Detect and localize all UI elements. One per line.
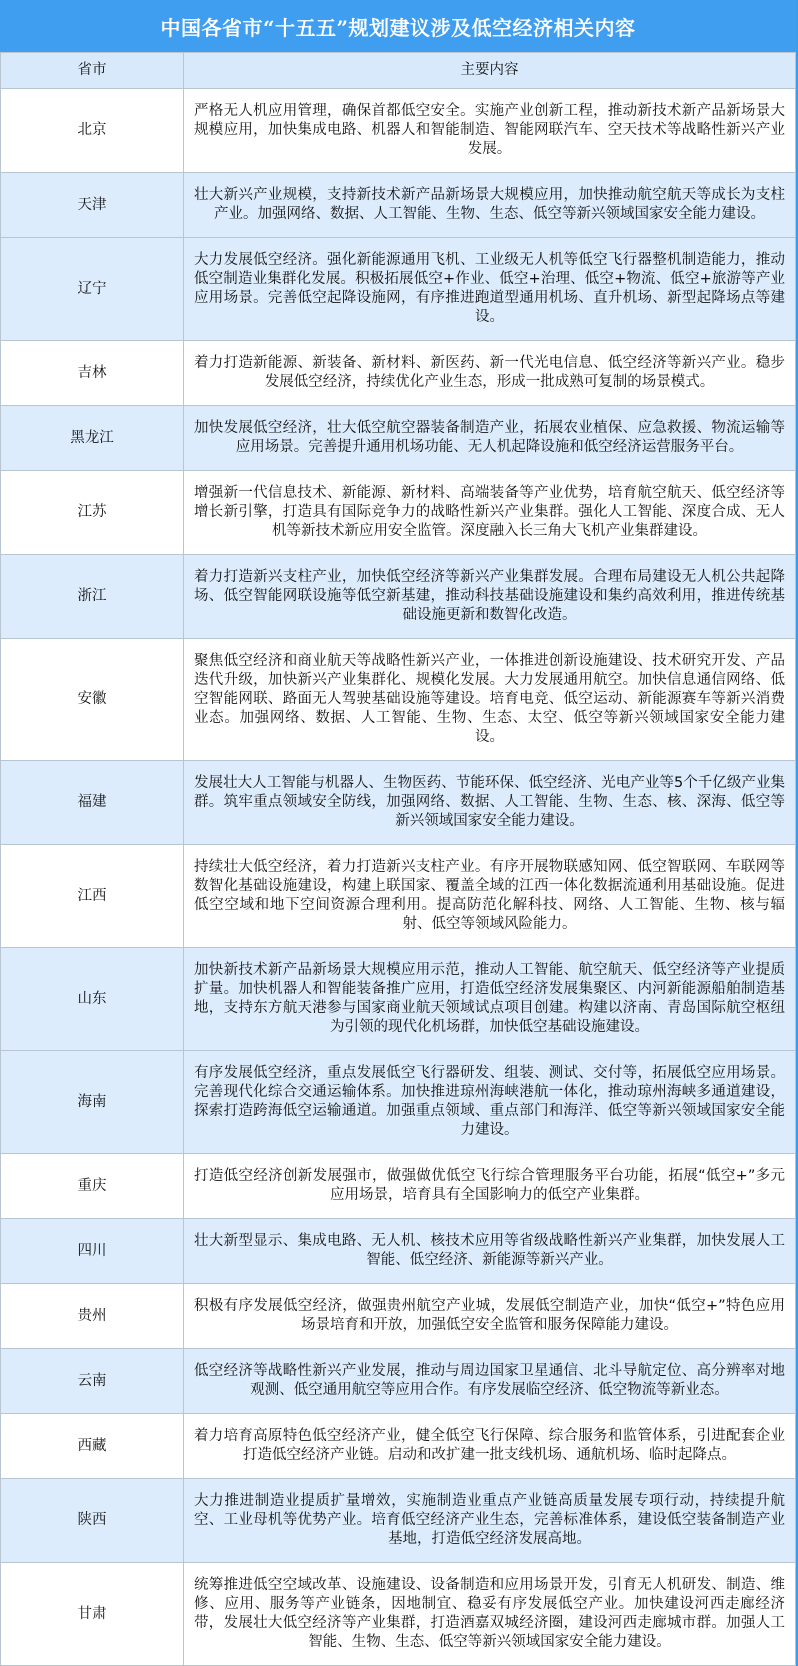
province-cell: 云南	[1, 1349, 184, 1414]
content-cell: 积极有序发展低空经济，做强贵州航空产业城，发展低空制造产业，加快“低空+”特色应用场景培育和开放，加强低空安全监管和服务保障能力建设。	[184, 1284, 796, 1349]
province-cell: 陕西	[1, 1479, 184, 1563]
content-cell: 大力推进制造业提质扩量增效，实施制造业重点产业链高质量发展专项行动，持续提升航空、工业母机等优势产业。培育低空经济产业生态，完善标准体系，建设低空装备制造产业基地，打造低空经济发展高地。	[184, 1479, 796, 1563]
province-cell: 西藏	[1, 1414, 184, 1479]
province-cell: 重庆	[1, 1154, 184, 1219]
content-cell: 聚焦低空经济和商业航天等战略性新兴产业，一体推进创新设施建设、技术研究开发、产品迭代升级，加快新兴产业集群化、规模化发展。大力发展通用航空。加快信息通信网络、低空智能网联、路面无人驾驶基础设施等建设。培育电竞、低空运动、新能源赛车等新兴消费业态。加强网络、数据、人工智能、生物、生态、太空、低空等新兴领域国家安全能力建设。	[184, 639, 796, 761]
table-row	[1, 341, 796, 406]
province-table	[0, 52, 796, 1666]
content-cell: 发展壮大人工智能与机器人、生物医药、节能环保、低空经济、光电产业等5个千亿级产业集群。筑牢重点领域安全防线，加强网络、数据、人工智能、生物、生态、核、深海、低空等新兴领域国家安全能力建设。	[184, 761, 796, 845]
province-cell: 福建	[1, 761, 184, 845]
table-row	[1, 1414, 796, 1479]
table-row	[1, 173, 796, 238]
column-header-content: 主要内容	[184, 53, 796, 89]
table-row	[1, 948, 796, 1051]
province-cell: 北京	[1, 89, 184, 173]
province-cell: 黑龙江	[1, 406, 184, 471]
province-cell: 天津	[1, 173, 184, 238]
table-row	[1, 89, 796, 173]
content-cell: 统筹推进低空空域改革、设施建设、设备制造和应用场景开发，引育无人机研发、制造、维修、应用、服务等产业链条，因地制宜、稳妥有序发展低空产业。加快建设河西走廊经济带，发展壮大低空经济等产业集群，打造酒嘉双城经济圈，建设河西走廊城市群。加强人工智能、生物、生态、低空等新兴领域国家安全能力建设。	[184, 1563, 796, 1666]
province-cell: 山东	[1, 948, 184, 1051]
table-row	[1, 1563, 796, 1666]
table-row	[1, 1479, 796, 1563]
content-cell: 壮大新型显示、集成电路、无人机、核技术应用等省级战略性新兴产业集群，加快发展人工智能、低空经济、新能源等新兴产业。	[184, 1219, 796, 1284]
table-row	[1, 639, 796, 761]
column-header-province: 省市	[1, 53, 184, 89]
content-cell: 着力培育高原特色低空经济产业，健全低空飞行保障、综合服务和监管体系，引进配套企业打造低空经济产业链。启动和改扩建一批支线机场、通航机场、临时起降点。	[184, 1414, 796, 1479]
table-row	[1, 761, 796, 845]
content-cell: 着力打造新能源、新装备、新材料、新医药、新一代光电信息、低空经济等新兴产业。稳步发展低空经济，持续优化产业生态，形成一批成熟可复制的场景模式。	[184, 341, 796, 406]
table-row	[1, 1349, 796, 1414]
content-cell: 严格无人机应用管理，确保首都低空安全。实施产业创新工程，推动新技术新产品新场景大规模应用，加快集成电路、机器人和智能制造、智能网联汽车、空天技术等战略性新兴产业发展。	[184, 89, 796, 173]
content-cell: 大力发展低空经济。强化新能源通用飞机、工业级无人机等低空飞行器整机制造能力，推动低空制造业集群化发展。积极拓展低空+作业、低空+治理、低空+物流、低空+旅游等产业应用场景。完善低空起降设施网，有序推进跑道型通用机场、直升机场、新型起降场点等建设。	[184, 238, 796, 341]
province-cell: 江西	[1, 845, 184, 948]
province-cell: 贵州	[1, 1284, 184, 1349]
table-row	[1, 1154, 796, 1219]
province-cell: 甘肃	[1, 1563, 184, 1666]
content-cell: 低空经济等战略性新兴产业发展，推动与周边国家卫星通信、北斗导航定位、高分辨率对地观测、低空通用航空等应用合作。有序发展临空经济、低空物流等新业态。	[184, 1349, 796, 1414]
province-cell: 浙江	[1, 555, 184, 639]
table-row	[1, 845, 796, 948]
province-cell: 海南	[1, 1051, 184, 1154]
table-row	[1, 555, 796, 639]
province-cell: 吉林	[1, 341, 184, 406]
province-cell: 四川	[1, 1219, 184, 1284]
table-body	[1, 89, 796, 1666]
table-header-row	[1, 53, 796, 89]
content-cell: 着力打造新兴支柱产业，加快低空经济等新兴产业集群发展。合理布局建设无人机公共起降场、低空智能网联设施等低空新基建，推动科技基础设施建设和集约高效利用，推进传统基础设施更新和数智化改造。	[184, 555, 796, 639]
content-cell: 增强新一代信息技术、新能源、新材料、高端装备等产业优势，培育航空航天、低空经济等增长新引擎，打造具有国际竞争力的战略性新兴产业集群。强化人工智能、深度合成、无人机等新技术新应用安全监管。深度融入长三角大飞机产业集群建设。	[184, 471, 796, 555]
table-row	[1, 1219, 796, 1284]
content-cell: 加快发展低空经济，壮大低空航空器装备制造产业，拓展农业植保、应急救援、物流运输等应用场景。完善提升通用机场功能、无人机起降设施和低空经济运营服务平台。	[184, 406, 796, 471]
table-row	[1, 238, 796, 341]
province-cell: 江苏	[1, 471, 184, 555]
province-cell: 辽宁	[1, 238, 184, 341]
table-row	[1, 1284, 796, 1349]
province-cell: 安徽	[1, 639, 184, 761]
content-cell: 有序发展低空经济，重点发展低空飞行器研发、组装、测试、交付等，拓展低空应用场景。完善现代化综合交通运输体系。加快推进琼州海峡港航一体化，推动琼州海峡多通道建设，探索打造跨海低空运输通道。加强重点领域、重点部门和海洋、低空等新兴领域国家安全能力建设。	[184, 1051, 796, 1154]
table-row	[1, 406, 796, 471]
content-cell: 持续壮大低空经济，着力打造新兴支柱产业。有序开展物联感知网、低空智联网、车联网等数智化基础设施建设，构建上联国家、覆盖全域的江西一体化数据流通利用基础设施。促进低空空域和地下空间资源合理利用。提高防范化解科技、网络、人工智能、生物、核与辐射、低空等领域风险能力。	[184, 845, 796, 948]
content-cell: 打造低空经济创新发展强市，做强做优低空飞行综合管理服务平台功能，拓展“低空+”多元应用场景，培育具有全国影响力的低空产业集群。	[184, 1154, 796, 1219]
content-cell: 壮大新兴产业规模，支持新技术新产品新场景大规模应用，加快推动航空航天等成长为支柱产业。加强网络、数据、人工智能、生物、生态、低空等新兴领域国家安全能力建设。	[184, 173, 796, 238]
table-row	[1, 1051, 796, 1154]
table-row	[1, 471, 796, 555]
content-cell: 加快新技术新产品新场景大规模应用示范，推动人工智能、航空航天、低空经济等产业提质扩量。加快机器人和智能装备推广应用，打造低空经济发展集聚区、内河新能源船舶制造基地，支持东方航天港参与国家商业航天领域试点项目创建。构建以济南、青岛国际航空枢纽为引领的现代化机场群，加快低空基础设施建设。	[184, 948, 796, 1051]
page-title: 中国各省市“十五五”规划建议涉及低空经济相关内容	[0, 0, 796, 52]
